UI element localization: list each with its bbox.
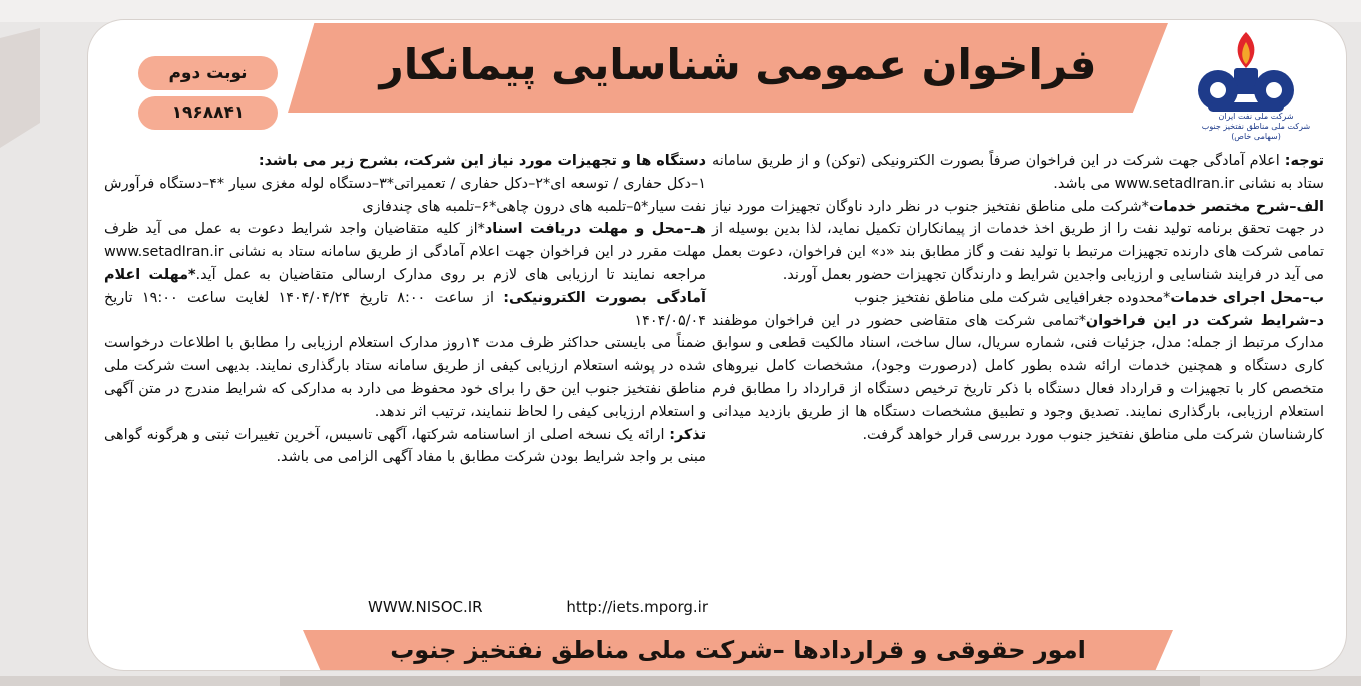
equipment-heading: دستگاه ها و تجهیزات مورد نیاز این شرکت، بشرح زیر می باشد:: [258, 153, 706, 169]
reminder-heading: تذکر:: [669, 426, 706, 443]
notice-heading: توجه:: [1284, 153, 1324, 169]
conditions-paragraph: [712, 310, 1324, 447]
deadline-text: از ساعت ۸:۰۰ تاریخ ۱۴۰۴/۰۴/۲۴ لغایت ساعت ۱۹:۰۰ تاریخ ۱۴۰۴/۰۵/۰۴: [104, 289, 706, 329]
ad-card: [88, 20, 1346, 670]
ad-number-badge: ۱۹۶۸۸۴۱: [138, 96, 278, 130]
conditions-heading: د–شرایط شرکت در این فراخوان: [1085, 312, 1324, 329]
service-summary-heading: الف–شرح مختصر خدمات: [1148, 198, 1324, 215]
bottom-background-strip: [0, 676, 1361, 686]
nisoc-website-link[interactable]: WWW.NISOC.IR: [368, 598, 483, 616]
notice-text: اعلام آمادگی جهت شرکت در این فراخوان صرفاً بصورت الکترونیکی (توکن) و از طریق سامانه ستاد به نشانی www.setadIran.ir می باشد.: [712, 153, 1324, 192]
service-location-text: *محدوده جغرافیایی شرکت ملی مناطق نفتخیز جنوب: [854, 289, 1171, 306]
ghost-shape-icon: [0, 28, 70, 148]
left-column: [104, 150, 706, 469]
notice-paragraph: [712, 150, 1324, 196]
evaluation-paragraph: ضمناً می بایستی حداکثر ظرف مدت ۱۴روز مدارک استعلام ارزیابی را مطابق با اطلاعات درخواست شده در پوشه استعلام ارزیابی کیفی از طریق سامانه ستاد بارگذاری نمایند. بدیهی است شرکت ملی مناطق نفتخیز جنوب این حق را برای خود محفوظ می دارد به مدارکی که شرایط مندرج در متن آگهی و استعلام ارزیابی کیفی را لحاظ ننمایند، ترتیب اثر ندهد.: [104, 335, 706, 420]
equipment-list: ۱–دکل حفاری / توسعه ای*۲–دکل حفاری / تعمیراتی*۳–دستگاه لوله مغزی سیار *۴–دستگاه فرآورش نفت سیار*۵–تلمبه های درون چاهی*۶–تلمبه های چندفازی: [104, 175, 706, 215]
service-summary-text: *شرکت ملی مناطق نفتخیز جنوب در نظر دارد ناوگان تجهیزات مورد نیاز در جهت تحقق برنامه تولید نفت را از طریق اخذ خدمات از پیمانکاران تکمیل نماید، لذا بدین بوسیله از تمامی شرکت های دارنده تجهیزات مرتبط با تولید نفت و گاز مطابق بند «د» این فراخوان، دعوت بعمل می آید در فرایند شناسایی و ارزیابی واجدین شرایط و دارندگان تجهیزات حضور بعمل آورند.: [712, 198, 1324, 283]
service-location-heading: ب–محل اجرای خدمات: [1170, 289, 1324, 306]
websites-row: [368, 598, 708, 616]
round-badge: نوبت دوم: [138, 56, 278, 90]
logo-caption: [1196, 112, 1316, 142]
equipment-paragraph: [104, 150, 706, 173]
documents-text: *از کلیه متقاضیان واجد شرایط دعوت به عمل می آید ظرف مهلت مقرر در این فراخوان جهت اعلام آمادگی از طریق سامانه ستاد به نشانی www.setadIran.ir مراجعه نمایند تا ارزیابی های لازم بر روی مدارک ارسالی متقاضیان به عمل آید.: [104, 221, 706, 283]
reminder-text: ارائه یک نسخه اصلی از اساسنامه شرکتها، آگهی تاسیس، آخرین تغییرات ثبتی و هرگونه گواهی مبنی بر واجد شرایط بودن شرکت مطابق با مفاد آگهی الزامی می باشد.: [104, 426, 706, 466]
right-column: [712, 150, 1324, 446]
logo-line-1: شرکت ملی نفت ایران: [1218, 112, 1294, 121]
page-title: فراخوان عمومی شناسایی پیمانکار: [379, 40, 1097, 89]
iets-website-link[interactable]: http://iets.mporg.ir: [566, 598, 708, 616]
reminder-paragraph: [104, 424, 706, 470]
footer-title: امور حقوقی و قراردادها –شرکت ملی مناطق نفتخیز جنوب: [390, 636, 1086, 664]
service-location-paragraph: [712, 287, 1324, 310]
deadline-heading: *مهلت اعلام آمادگی بصورت الکترونیکی:: [104, 266, 706, 306]
top-background-strip: [0, 0, 1361, 22]
service-summary-paragraph: [712, 196, 1324, 287]
documents-paragraph: [104, 218, 706, 332]
logo-line-2: شرکت ملی مناطق نفتخیز جنوب (سهامی خاص): [1201, 122, 1311, 141]
conditions-text: *تمامی شرکت های متقاضی حضور در این فراخوان موظفند مدارک مرتبط از جمله: مدل، جزئیات فنی، شماره سریال، سال ساخت، اسناد مالکیت قطعی و سوابق کاری دستگاه و همچنین خدمات ارائه شده بطور کامل (درصورت وجود)، مشخصات کامل نیروهای متخصص کار با تجهیزات و قرارداد فعال دستگاه با ذکر تاریخ ترخیص دستگاه از قرارداد را مطابق فرم استعلام ارزیابی، بارگذاری نمایند. تصدیق وجود و تطبیق مشخصات دستگاه ها از طریق بازدید میدانی کارشناسان شرکت ملی مناطق نفتخیز جنوب مورد بررسی قرار خواهد گرفت.: [712, 312, 1324, 443]
documents-heading: هـ–محل و مهلت دریافت اسناد: [484, 221, 706, 238]
